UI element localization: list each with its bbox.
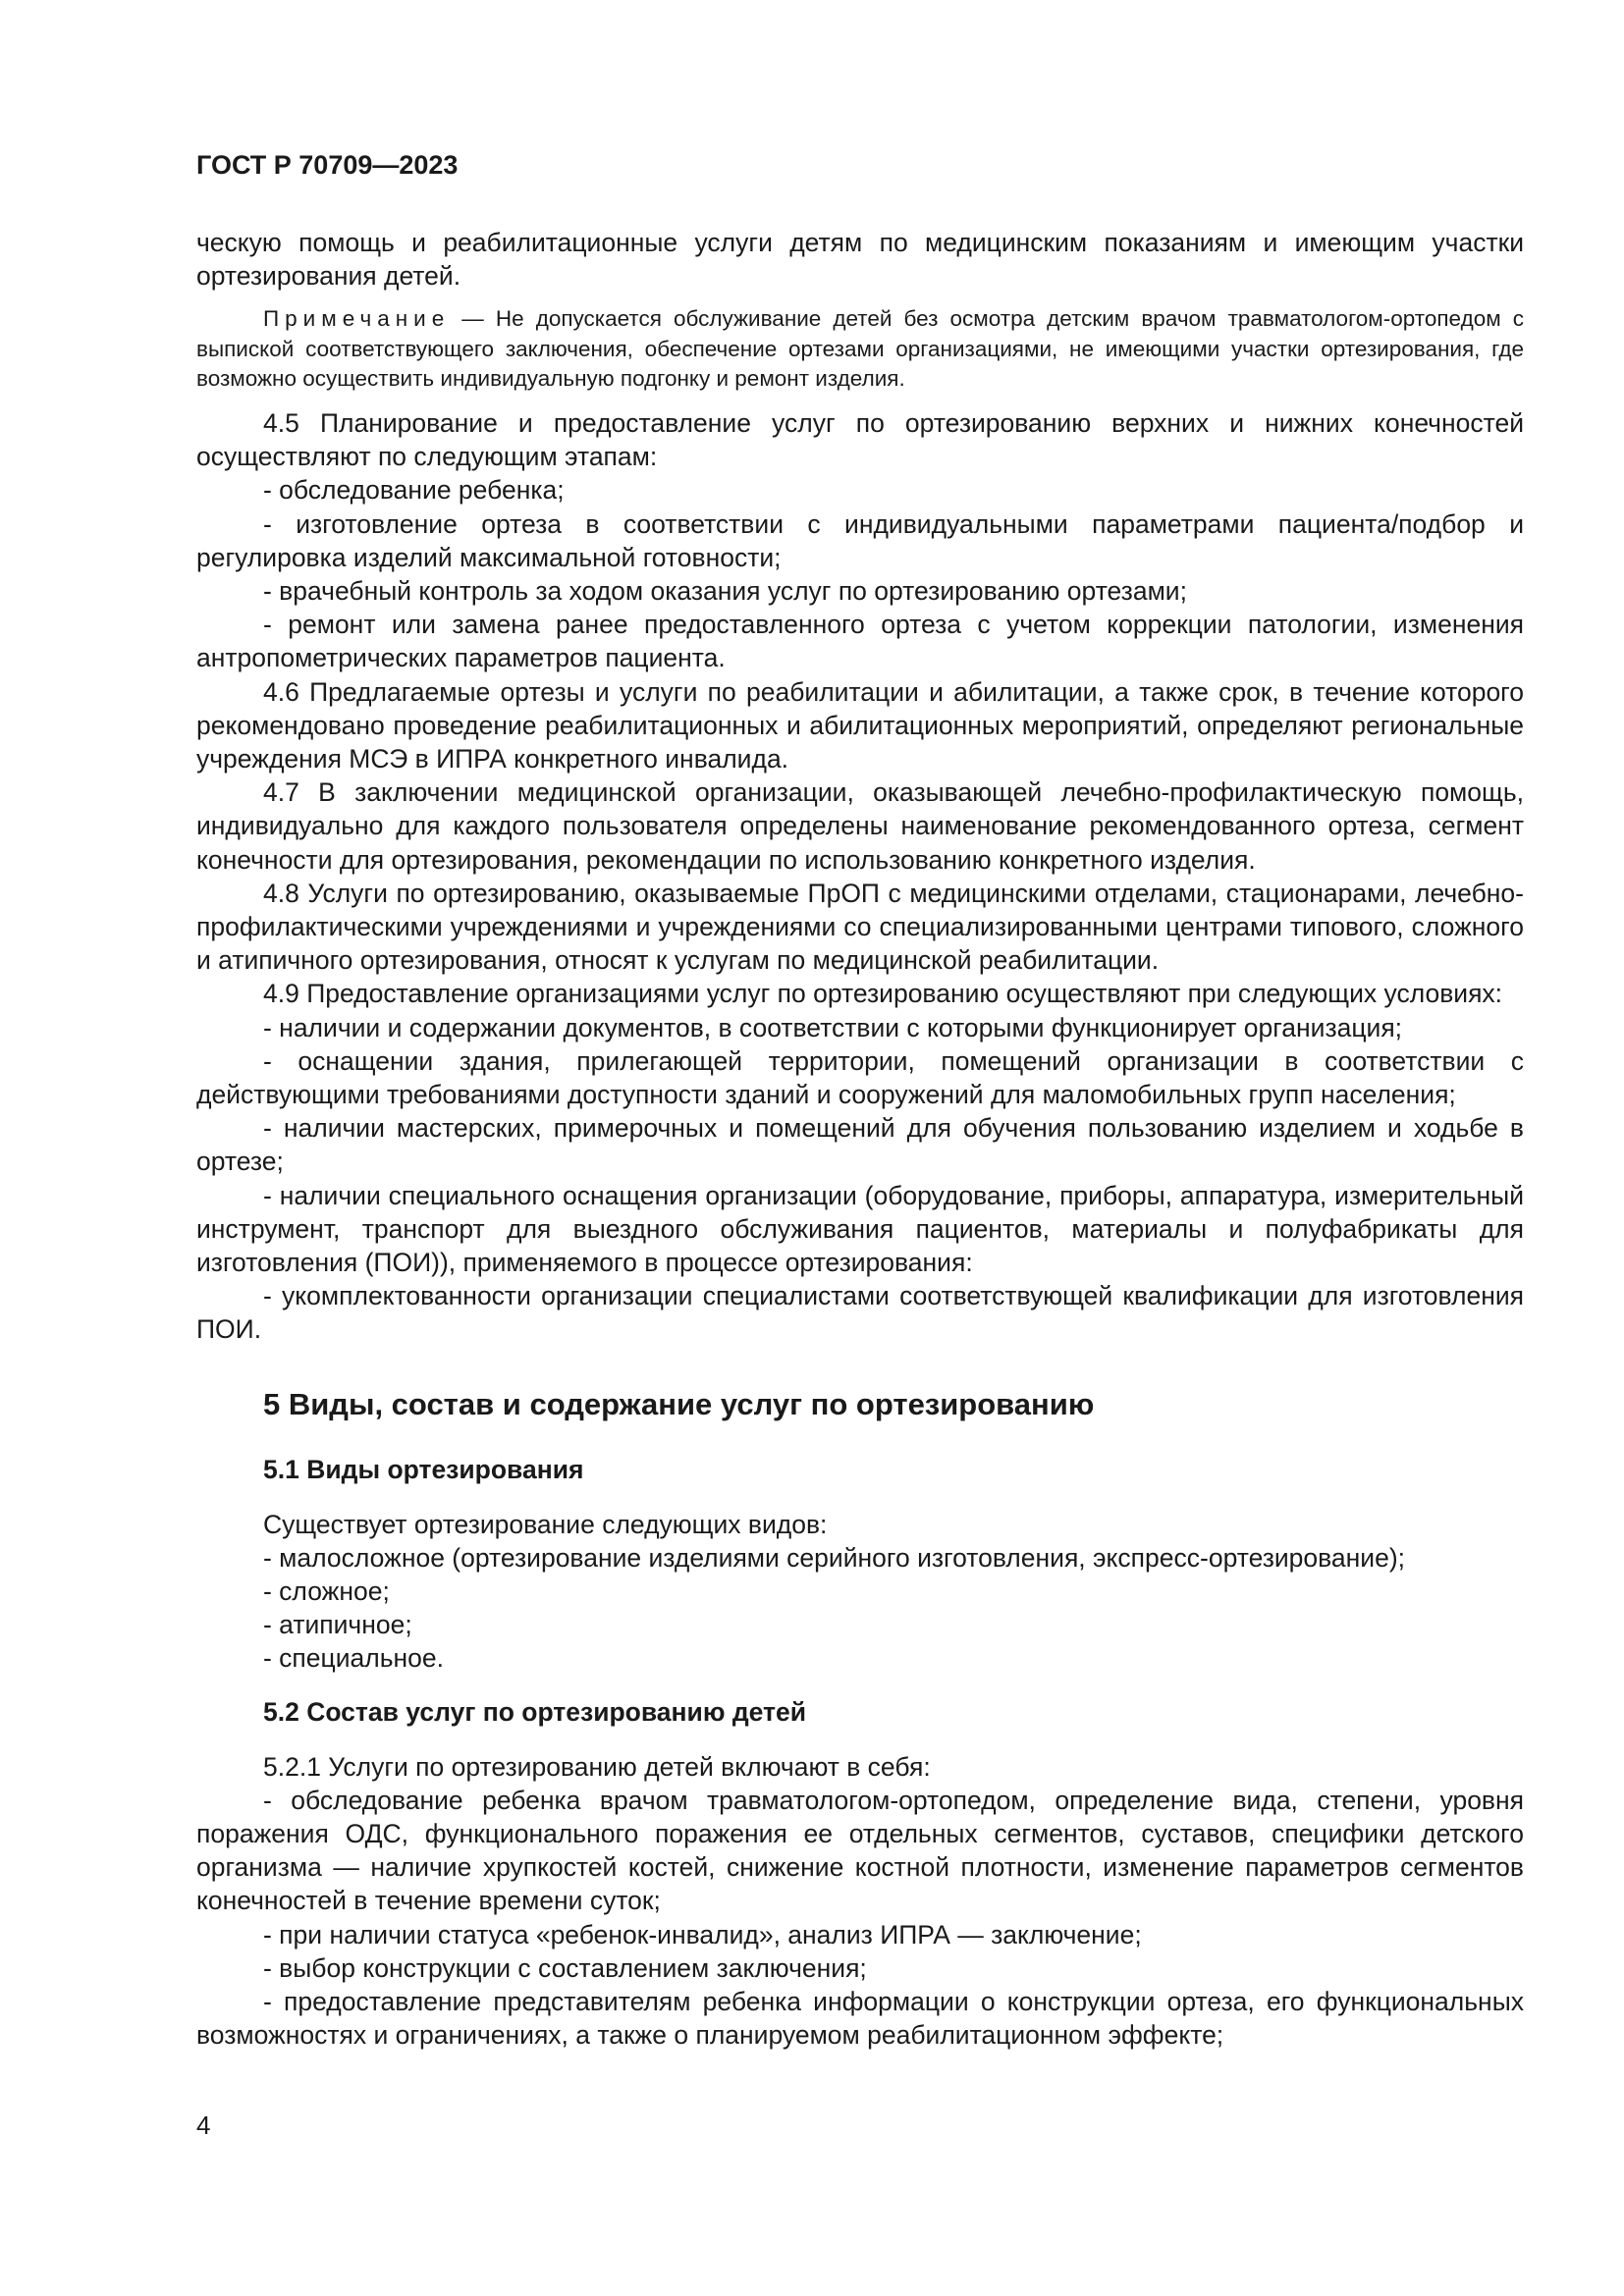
para-4-7: 4.7 В заключении медицинской организации, оказывающей лечебно-профилактическую помощь, индивидуально для каждого пользователя определены наименование рекомендованного ортеза, сегмент конечности для ортезирования, рекомендации по использованию конкретного изделия.: [196, 777, 1524, 875]
list-item: - сложное;: [263, 1576, 390, 1606]
para-5-2-1: 5.2.1 Услуги по ортезированию детей включают в себя:: [263, 1751, 931, 1782]
note-paragraph: [196, 304, 1524, 395]
list-item: - предоставление представителям ребенка информации о конструкции ортеза, его функциональных возможностях и ограничениях, а также о планируемом реабилитационном эффекте;: [196, 1987, 1524, 2051]
list-item: - атипичное;: [263, 1610, 412, 1640]
list-item: - при наличии статуса «ребенок-инвалид», анализ ИПРА — заключение;: [263, 1919, 1142, 1949]
list-item: - оснащении здания, прилегающей территории, помещений организации в соответствии с действующими требованиями доступности зданий и сооружений для маломобильных групп населения;: [196, 1045, 1524, 1109]
note-label: Примечание: [263, 306, 451, 332]
document-page: [196, 149, 1524, 2052]
subsection-5-1-heading: 5.1 Виды ортезирования: [263, 1454, 584, 1484]
para-4-6: 4.6 Предлагаемые ортезы и услуги по реабилитации и абилитации, а также срок, в течение которого рекомендовано проведение реабилитационных и абилитационных мероприятий, определяют региональные учреждения МСЭ в ИПРА конкретного инвалида.: [196, 676, 1524, 774]
list-item: - наличии мастерских, примерочных и помещений для обучения пользованию изделием и ходьбе в ортезе;: [196, 1113, 1524, 1177]
doc-code-header: ГОСТ Р 70709—2023: [196, 150, 459, 180]
list-item: - специальное.: [263, 1643, 444, 1674]
list-item: - ремонт или замена ранее предоставленного ортеза с учетом коррекции патологии, изменения антропометрических параметров пациента.: [196, 610, 1524, 673]
list-item: Существует ортезирование следующих видов:: [263, 1509, 828, 1539]
note-text: — Не допускается обслуживание детей без осмотра детским врачом травматологом-ортопедом с выпиской соответствующего заключения, обеспечение ортезами организациями, не имеющими участки ортезирования, где возможно осуществить индивидуальную подгонку и ремонт изделия.: [196, 306, 1524, 392]
subsection-5-2-heading: 5.2 Состав услуг по ортезированию детей: [263, 1696, 807, 1727]
list-item: - обследование ребенка врачом травматологом-ортопедом, определение вида, степени, уровня поражения ОДС, функционального поражения ее отдельных сегментов, суставов, специфики детского организма — наличие хрупкостей костей, снижение костной плотности, изменение параметров сегментов конечностей в течение времени суток;: [196, 1785, 1524, 1916]
intro-continuation: ческую помощь и реабилитационные услуги детям по медицинским показаниям и имеющим участки ортезирования детей.: [196, 228, 1524, 292]
list-item: - малосложное (ортезирование изделиями серийного изготовления, экспресс-ортезирование);: [263, 1542, 1406, 1573]
list-item: - выбор конструкции с составлением заключения;: [263, 1952, 867, 1983]
para-4-5: 4.5 Планирование и предоставление услуг по ортезированию верхних и нижних конечностей осуществляют по следующим этапам:: [196, 407, 1524, 472]
list-item: - наличии и содержании документов, в соответствии с которыми функционирует организация;: [263, 1012, 1403, 1042]
list-item: - укомплектованности организации специалистами соответствующей квалификации для изготовления ПОИ.: [196, 1281, 1524, 1345]
para-4-9: 4.9 Предоставление организациями услуг по ортезированию осуществляют при следующих условиях:: [263, 979, 1503, 1009]
section-5-heading: 5 Виды, состав и содержание услуг по ортезированию: [263, 1386, 1095, 1421]
para-4-8: 4.8 Услуги по ортезированию, оказываемые ПрОП с медицинскими отделами, стационарами, лечебно-профилактическими учреждениями и учреждениями со специализированными центрами типового, сложного и атипичного ортезирования, относят к услугам по медицинской реабилитации.: [196, 878, 1524, 976]
list-item: - изготовление ортеза в соответствии с индивидуальными параметрами пациента/подбор и регулировка изделий максимальной готовности;: [196, 508, 1524, 572]
page-number: 4: [196, 2110, 211, 2140]
list-item: - врачебный контроль за ходом оказания услуг по ортезированию ортезами;: [263, 575, 1187, 606]
list-item: - обследование ребенка;: [263, 475, 565, 506]
list-item: - наличии специального оснащения организации (оборудование, приборы, аппаратура, измерительный инструмент, транспорт для выездного обслуживания пациентов, материалы и полуфабрикаты для изготовления (ПОИ)), применяемого в процессе ортезирования:: [196, 1180, 1524, 1277]
